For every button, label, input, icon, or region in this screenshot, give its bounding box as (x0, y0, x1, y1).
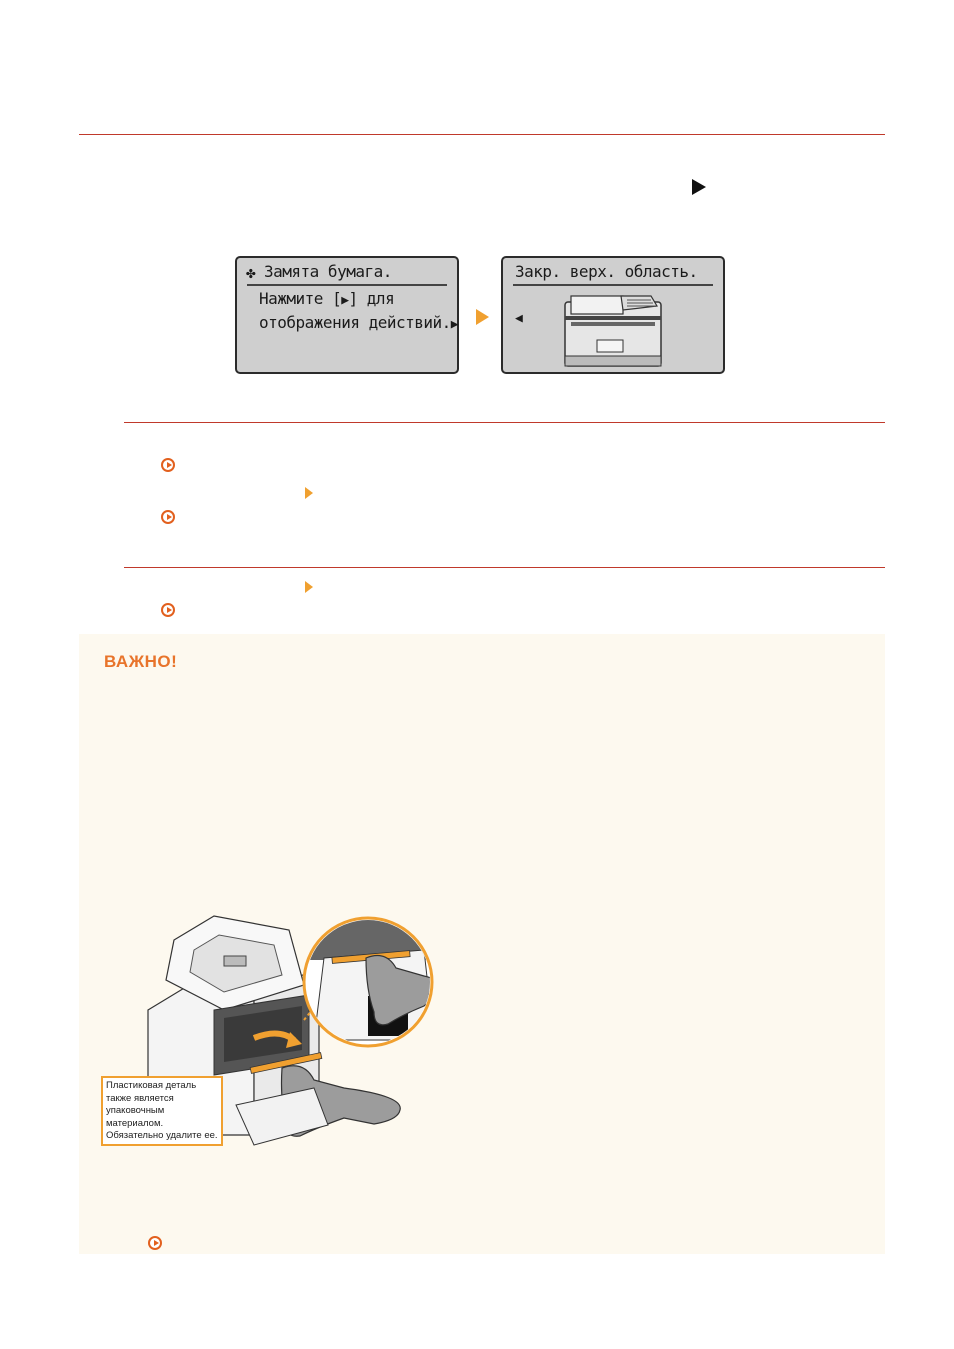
printer-illustration (561, 292, 665, 368)
callout-line: Пластиковая деталь (106, 1080, 197, 1091)
lcd-separator (513, 284, 713, 286)
callout-line: упаковочным материалом. (106, 1105, 165, 1129)
lcd-line-1: Нажмите [▶] для (259, 289, 395, 308)
link-icon[interactable] (148, 1236, 162, 1250)
important-title: ВАЖНО! (104, 652, 178, 671)
next-screen-arrow-icon (476, 309, 489, 325)
lcd-screen-close-top (501, 256, 725, 374)
link-icon[interactable] (161, 458, 175, 472)
step-arrow-icon (305, 487, 313, 499)
lcd-line-2: отображения действий.▶ (259, 313, 459, 332)
lcd-separator (247, 284, 447, 286)
packing-material-callout (101, 1076, 223, 1146)
section-divider (124, 422, 885, 423)
section-divider (124, 567, 885, 568)
lcd-screen-paper-jam (235, 256, 459, 374)
callout-line: также является (106, 1092, 174, 1104)
lcd-title: Закр. верх. область. (515, 262, 698, 281)
right-key-icon (692, 179, 706, 195)
step-arrow-icon (305, 581, 313, 593)
section-divider-top (79, 134, 885, 135)
right-arrow-icon: ▶ (341, 293, 349, 308)
callout-line: Обязательно удалите ее. (106, 1130, 218, 1141)
paper-jam-icon: ✤ (246, 263, 256, 282)
left-arrow-icon: ◀ (515, 311, 523, 326)
link-icon[interactable] (161, 603, 175, 617)
lcd-title: Замята бумага. (264, 262, 392, 281)
right-arrow-icon: ▶ (450, 317, 459, 332)
link-icon[interactable] (161, 510, 175, 524)
